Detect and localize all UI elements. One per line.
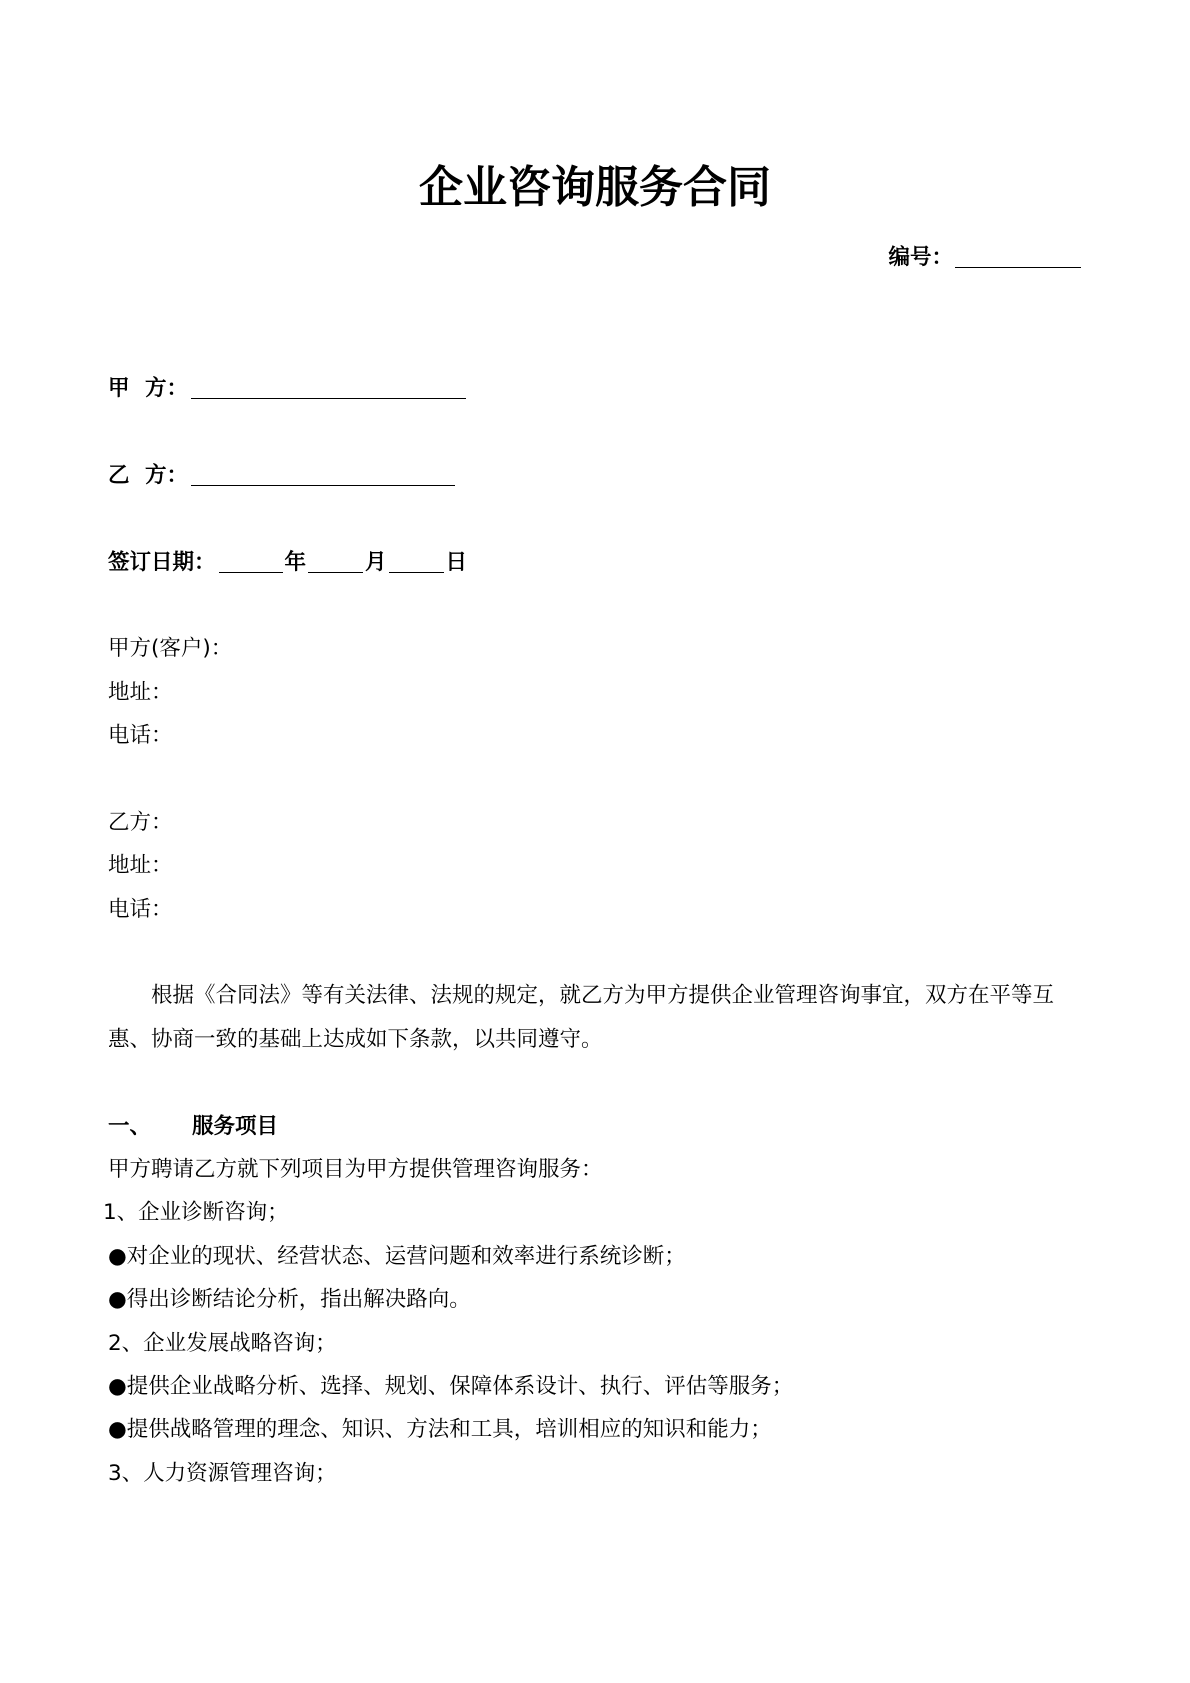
contract-title: 企业咨询服务合同 [419,162,771,213]
sign-day-blank [389,571,444,573]
party-b-line [108,454,1093,497]
sign-month-unit: 月 [365,549,387,575]
sign-year-blank [219,571,283,573]
party-a-info-address: 地址： [108,679,173,705]
party-a-info-name: 甲方(客户)： [108,636,233,662]
party-a-info-phone: 电话： [108,723,173,749]
party-b-info-phone: 电话： [108,896,173,922]
list-item: 3、人力资源管理咨询； [108,1460,337,1486]
party-a-blank [191,397,466,399]
list-item: ●得出诊断结论分析，指出解决路向。 [108,1287,471,1313]
party-b-info-name: 乙方： [108,809,173,835]
party-a-line [108,367,1093,410]
party-b-info-address: 地址： [108,853,173,879]
sign-date-line [108,541,1093,584]
section-1-intro: 甲方聘请乙方就下列项目为甲方提供管理咨询服务： [108,1157,603,1183]
sign-year-unit: 年 [284,549,307,575]
sign-month-blank [308,571,363,573]
list-item: ●对企业的现状、经营状态、运营问题和效率进行系统诊断； [108,1243,686,1269]
contract-body [103,367,1093,1495]
party-a-label: 甲 方： [108,376,188,401]
party-b-label: 乙 方： [108,462,188,488]
preamble-paragraph: 根据《合同法》等有关法律、法规的规定，就乙方为甲方提供企业管理咨询事宜，双方在平等互惠、协商一致的基础上达成如下条款，以共同遵守。 [108,983,1055,1052]
list-item: ●提供企业战略分析、选择、规划、保障体系设计、执行、评估等服务； [108,1374,794,1400]
list-item: 1、企业诊断咨询； [103,1200,289,1226]
party-b-blank [191,484,455,486]
list-item: ●提供战略管理的理念、知识、方法和工具，培训相应的知识和能力； [108,1417,772,1443]
section-1-title: 服务项目 [192,1113,279,1139]
section-1-number: 一、 [108,1113,152,1139]
list-item: 2、企业发展战略咨询； [108,1330,337,1356]
contract-number-blank [955,266,1081,268]
contract-number-label: 编号： [888,245,953,270]
section-1-heading [108,1105,1093,1148]
sign-day-unit: 日 [445,549,468,575]
sign-date-label: 签订日期： [108,549,216,575]
contract-number [888,243,1081,273]
